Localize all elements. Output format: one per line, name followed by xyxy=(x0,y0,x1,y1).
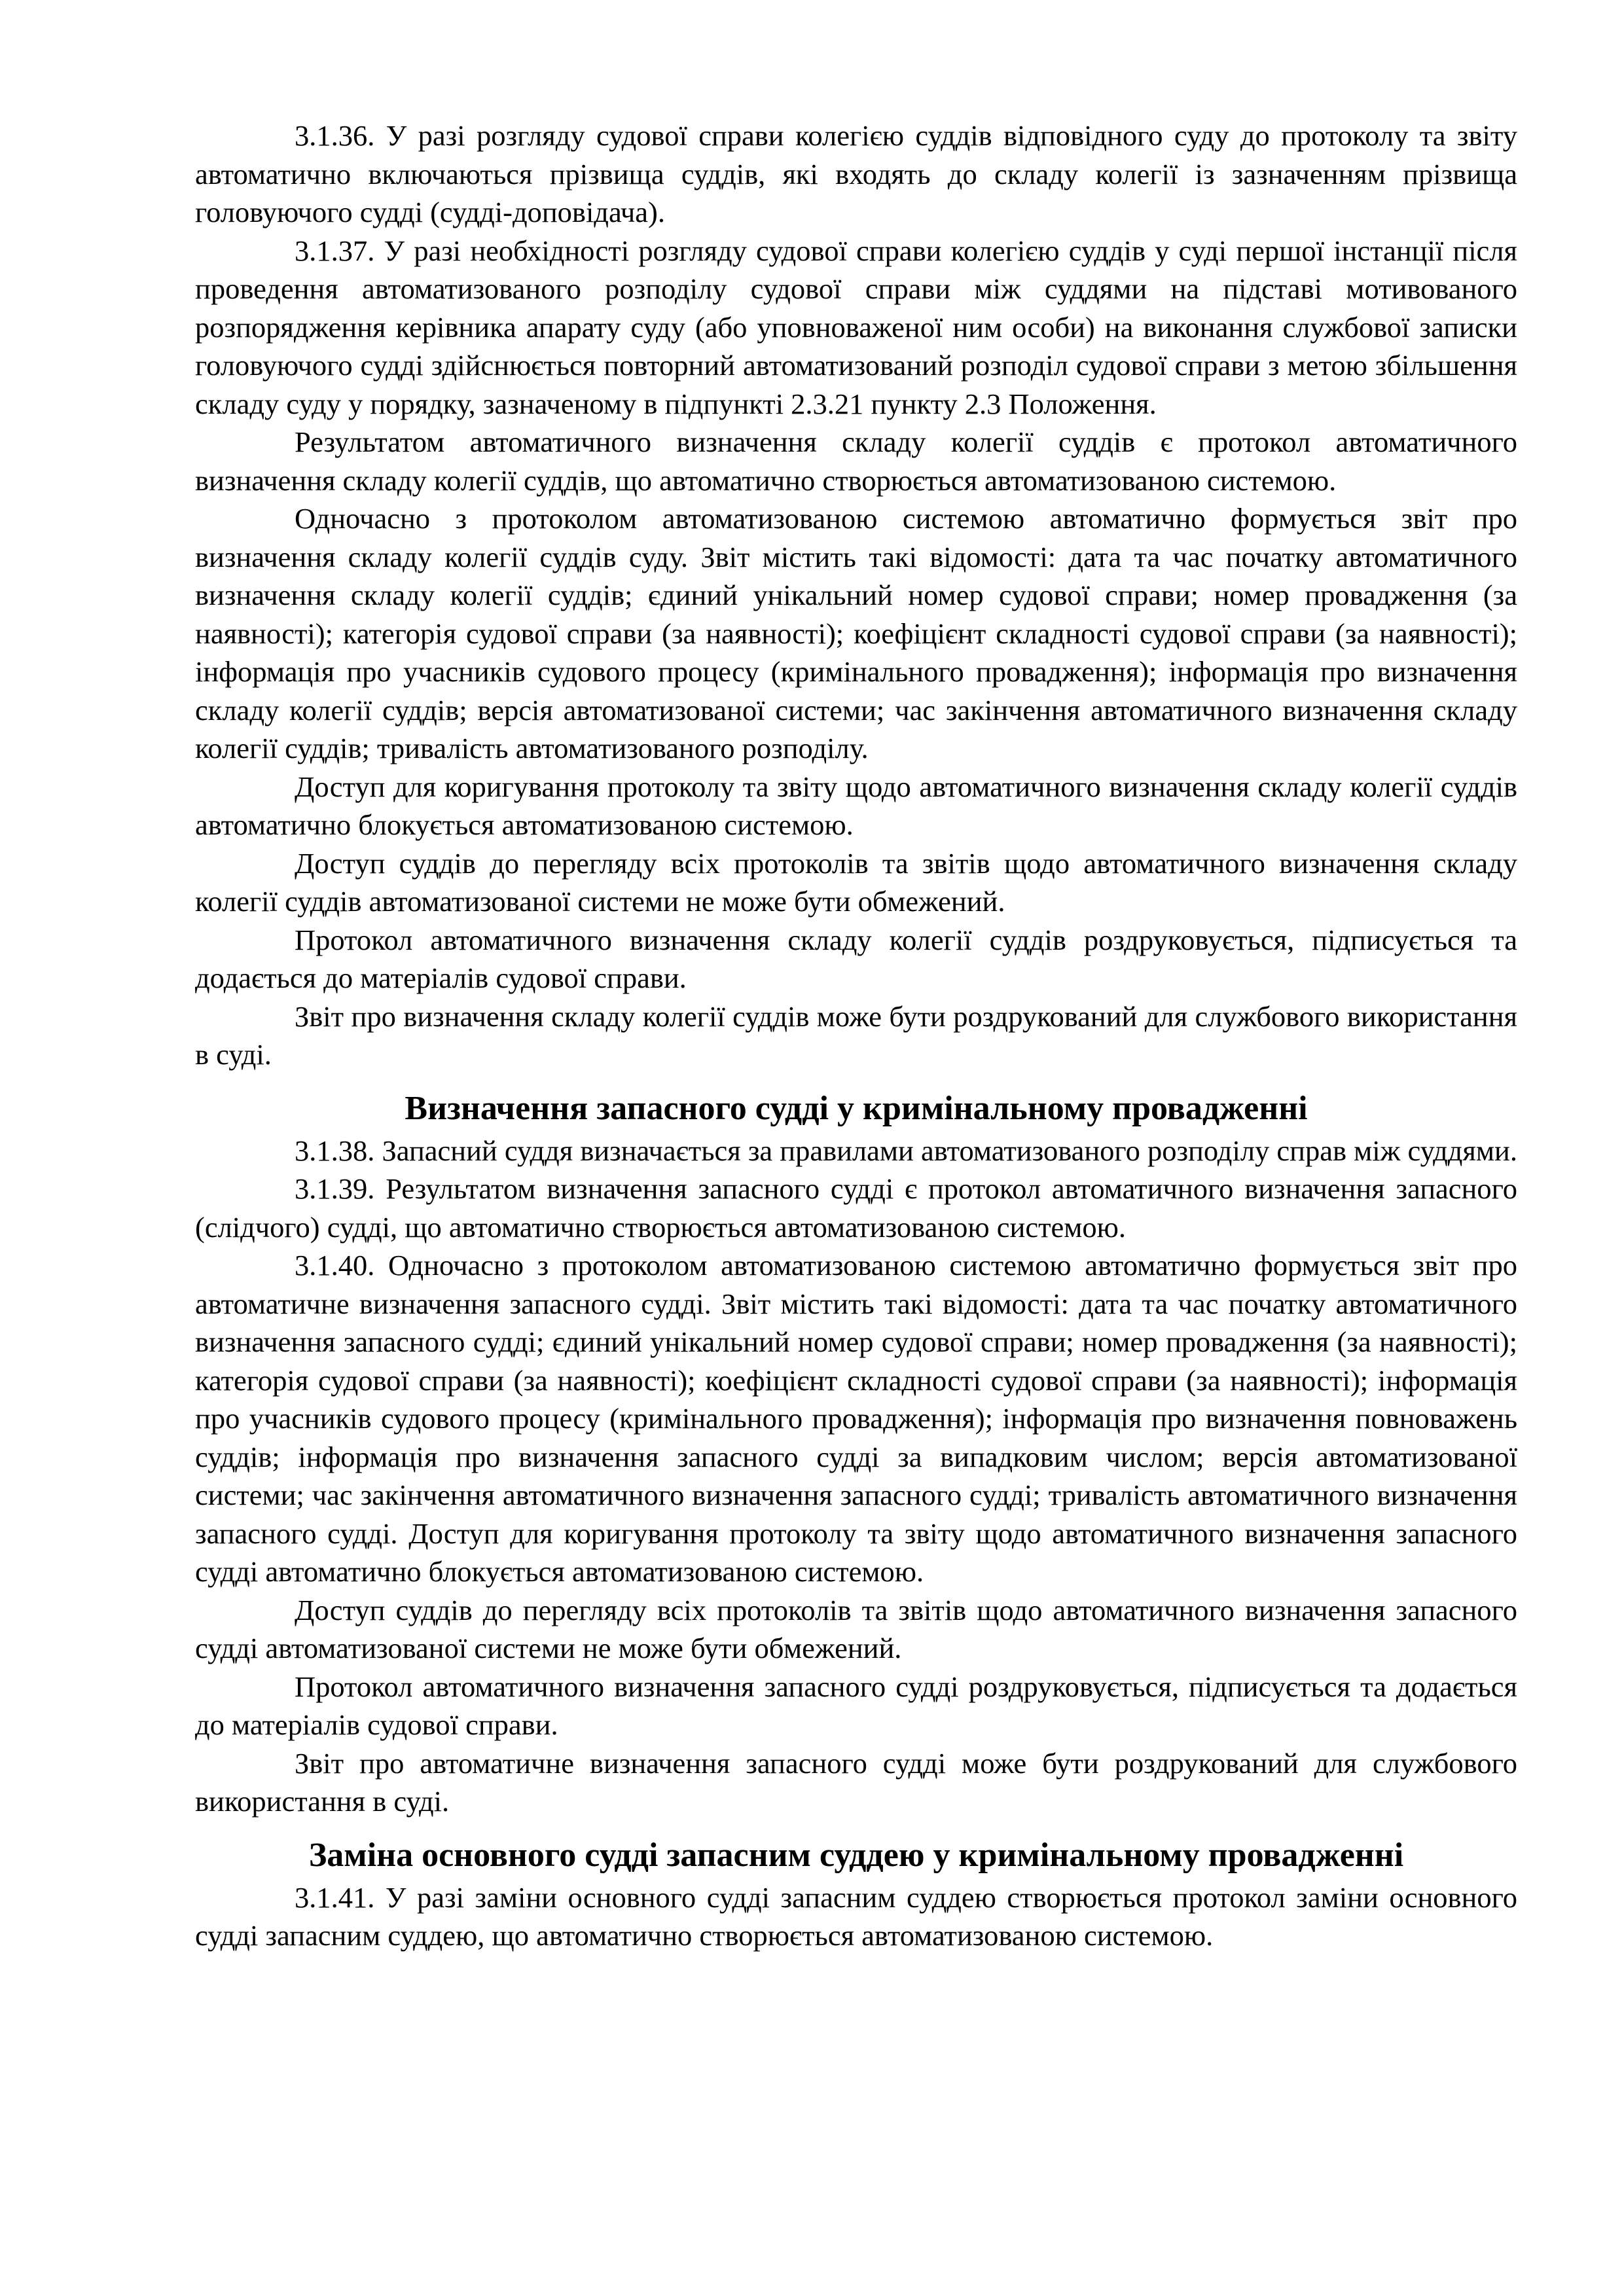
paragraph-protocol-printed: Протокол автоматичного визначення складу колегії суддів роздруковується, підписується та додається до матеріалів судової справи. xyxy=(195,923,1517,994)
document-page xyxy=(195,117,1517,1955)
paragraph-edit-access-blocked: Доступ для коригування протоколу та звіту щодо автоматичного визначення складу колегії суддів автоматично блокується автоматизованою системою. xyxy=(195,770,1517,841)
paragraph-reserve-report-printed: Звіт про автоматичне визначення запасного судді може бути роздрукований для службового використання в суді. xyxy=(195,1746,1517,1818)
paragraph-3-1-36: 3.1.36. У разі розгляду судової справи колегією суддів відповідного суду до протоколу та звіту автоматично включаються прізвища суддів, які входять до складу колегії із зазначенням прізвища головуючого судді (судді-доповідача). xyxy=(195,119,1517,228)
paragraph-3-1-39: 3.1.39. Результатом визначення запасного судді є протокол автоматичного визначення запасного (слідчого) судді, що автоматично створюється автоматизованою системою. xyxy=(195,1172,1517,1244)
paragraph-reserve-view-access: Доступ суддів до перегляду всіх протоколів та звітів щодо автоматичного визначення запасного судді автоматизованої системи не може бути обмежений. xyxy=(195,1593,1517,1664)
paragraph-view-access: Доступ суддів до перегляду всіх протоколів та звітів щодо автоматичного визначення складу колегії суддів автоматизованої системи не може бути обмежений. xyxy=(195,846,1517,918)
paragraph-report-printed: Звіт про визначення складу колегії суддів може бути роздрукований для службового використання в суді. xyxy=(195,999,1517,1071)
paragraph-result-protocol: Результатом автоматичного визначення складу колегії суддів є протокол автоматичного визначення складу колегії суддів, що автоматично створюється автоматизованою системою. xyxy=(195,425,1517,497)
section-heading-reserve-judge: Визначення запасного судді у кримінальному провадженні xyxy=(405,1089,1308,1127)
paragraph-reserve-protocol-printed: Протокол автоматичного визначення запасного судді роздруковується, підписується та додається до матеріалів судової справи. xyxy=(195,1670,1517,1741)
paragraph-3-1-41: 3.1.41. У разі заміни основного судді запасним суддею створюється протокол заміни основного судді запасним суддею, що автоматично створюється автоматизованою системою. xyxy=(195,1880,1517,1952)
paragraph-3-1-40: 3.1.40. Одночасно з протоколом автоматизованою системою автоматично формується звіт про автоматичне визначення запасного судді. Звіт містить такі відомості: дата та час початку автоматичного визначення запасного судді; єдиний унікальний номер судової справи; номер провадження (за наявності); категорія судової справи (за наявності); коефіцієнт складності судової справи (за наявності); інформація про учасників судового процесу (кримінального провадження); інформація про визначення повноважень суддів; інформація про визначення запасного судді за випадковим числом; версія автоматизованої системи; час закінчення автоматичного визначення запасного судді; тривалість автоматичного визначення запасного судді. Доступ для коригування протоколу та звіту щодо автоматичного визначення запасного судді автоматично блокується автоматизованою системою. xyxy=(195,1249,1517,1588)
paragraph-3-1-37: 3.1.37. У разі необхідності розгляду судової справи колегією суддів у суді першої інстанції після проведення автоматизованого розподілу судової справи між суддями на підставі мотивованого розпорядження керівника апарату суду (або уповноваженої ним особи) на виконання службової записки головуючого судді здійснюється повторний автоматизований розподіл судової справи з метою збільшення складу суду у порядку, зазначеному в підпункті 2.3.21 пункту 2.3 Положення. xyxy=(195,234,1517,420)
section-heading-replacement: Заміна основного судді запасним суддею у кримінальному провадженні xyxy=(308,1836,1404,1874)
paragraph-report-contents: Одночасно з протоколом автоматизованою системою автоматично формується звіт про визначення складу колегії суддів суду. Звіт містить такі відомості: дата та час початку автоматичного визначення складу колегії суддів; єдиний унікальний номер судової справи; номер провадження (за наявності); категорія судової справи (за наявності); коефіцієнт складності судової справи (за наявності); інформація про учасників судового процесу (кримінального провадження); інформація про визначення складу колегії суддів; версія автоматизованої системи; час закінчення автоматичного визначення складу колегії суддів; тривалість автоматизованого розподілу. xyxy=(195,502,1517,764)
paragraph-3-1-38: 3.1.38. Запасний суддя визначається за правилами автоматизованого розподілу справ між суддями. xyxy=(295,1134,1517,1167)
